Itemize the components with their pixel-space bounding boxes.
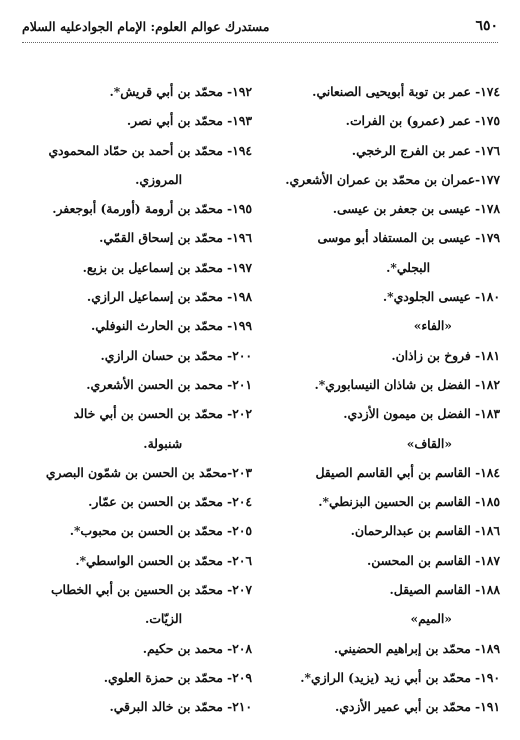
list-entry: ١٨٩- محمّد بن إبراهيم الحضيني.	[333, 640, 500, 656]
list-entry: ١٩٣- محمّد بن أبي نصر.	[126, 113, 252, 129]
list-entry: ١٧٨- عيسى بن جعفر بن عيسى.	[332, 201, 500, 217]
list-entry: ٢٠٦- محمّد بن الحسن الواسطي*.	[75, 552, 252, 568]
list-entry: ١٨٧- القاسم بن المحسن.	[367, 552, 500, 568]
list-entry: ١٨٦- القاسم بن عبدالرحمان.	[350, 523, 500, 539]
list-entry: ٢٠١- محمد بن الحسن الأشعري.	[86, 376, 252, 392]
page-number: ٦٥٠	[475, 18, 498, 34]
list-entry: ١٩٨- محمّد بن إسماعيل الرازي.	[86, 289, 252, 305]
list-entry: ١٨٣- الفضل بن ميمون الأزدي.	[343, 406, 500, 422]
list-entry: ١٩٥- محمّد بن أرومة (أورمة) أبوجعفر.	[52, 201, 252, 217]
entry-continuation: شنبولة.	[143, 435, 182, 451]
list-entry: ١٩٢- محمّد بن أبي قريش*.	[109, 84, 252, 99]
list-entry: ٢٠٤- محمّد بن الحسن بن عمّار.	[88, 494, 252, 510]
page-header	[22, 14, 498, 43]
list-entry: ١٩٤- محمّد بن أحمد بن حمّاد المحمودي	[48, 142, 252, 158]
list-entry: ١٧٤- عمر بن توبة أبويحيى الصنعاني.	[312, 84, 500, 99]
list-entry: ١٩٦- محمّد بن إسحاق القمّي.	[99, 230, 252, 246]
list-entry: ٢٠٩- محمّد بن حمزة العلوي.	[103, 669, 252, 685]
list-entry: ١٧٩- عيسى بن المستفاد أبو موسى	[317, 230, 500, 246]
right-column	[250, 77, 500, 722]
list-entry: ١٧٥- عمر (عمرو) بن الفرات.	[345, 113, 500, 129]
list-entry: ٢٠٣-محمّد بن الحسن بن شمّون البصري	[45, 464, 252, 480]
list-entry: ١٨١- فروخ بن زاذان.	[391, 347, 500, 363]
list-entry: ٢٠٨- محمد بن حكيم.	[142, 640, 252, 656]
list-entry: ١٨٠- عيسى الجلودي*.	[382, 289, 500, 305]
section-heading: «الميم»	[410, 611, 452, 627]
entry-continuation: البجلي*.	[386, 259, 430, 275]
list-entry: ١٩٧- محمّد بن إسماعيل بن بزيع.	[82, 259, 252, 275]
list-entry: ١٩٩- محمّد بن الحارث النوفلي.	[91, 318, 252, 334]
list-entry: ٢٠٧- محمّد بن الحسين بن أبي الخطاب	[50, 582, 252, 598]
list-entry: ١٨٤- القاسم بن أبي القاسم الصيقل	[315, 464, 500, 480]
list-entry: ١٨٨- القاسم الصيقل.	[389, 582, 500, 598]
section-heading: «القاف»	[406, 435, 452, 451]
list-entry: ١٩١- محمّد بن أبي عمير الأزدي.	[335, 699, 500, 715]
list-entry: ١٩٠- محمّد بن أبي زيد (يزيد) الرازي*.	[300, 669, 500, 685]
list-entry: ١٨٥- القاسم بن الحسين البزنطي*.	[318, 494, 500, 510]
entry-continuation: الزيّات.	[145, 611, 182, 627]
list-entry: ١٧٦- عمر بن الفرج الرخجي.	[351, 142, 500, 158]
list-entry: ٢١٠- محمّد بن خالد البرقي.	[109, 699, 252, 715]
section-heading: «الفاء»	[413, 318, 452, 334]
left-column	[2, 77, 252, 722]
list-entry: ١٨٢- الفضل بن شاذان النيسابوري*.	[314, 376, 500, 392]
list-entry: ٢٠٢- محمّد بن الحسن بن أبي خالد	[73, 406, 252, 422]
list-entry: ١٧٧-عمران بن محمّد بن عمران الأشعري.	[285, 171, 500, 187]
list-entry: ٢٠٠- محمّد بن حسان الرازي.	[100, 347, 252, 363]
list-entry: ٢٠٥- محمّد بن الحسن بن محبوب*.	[69, 523, 252, 539]
entry-continuation: المروزي.	[135, 171, 182, 187]
running-title: مستدرك عوالم العلوم: الإمام الجوادعليه السلام	[22, 19, 270, 34]
